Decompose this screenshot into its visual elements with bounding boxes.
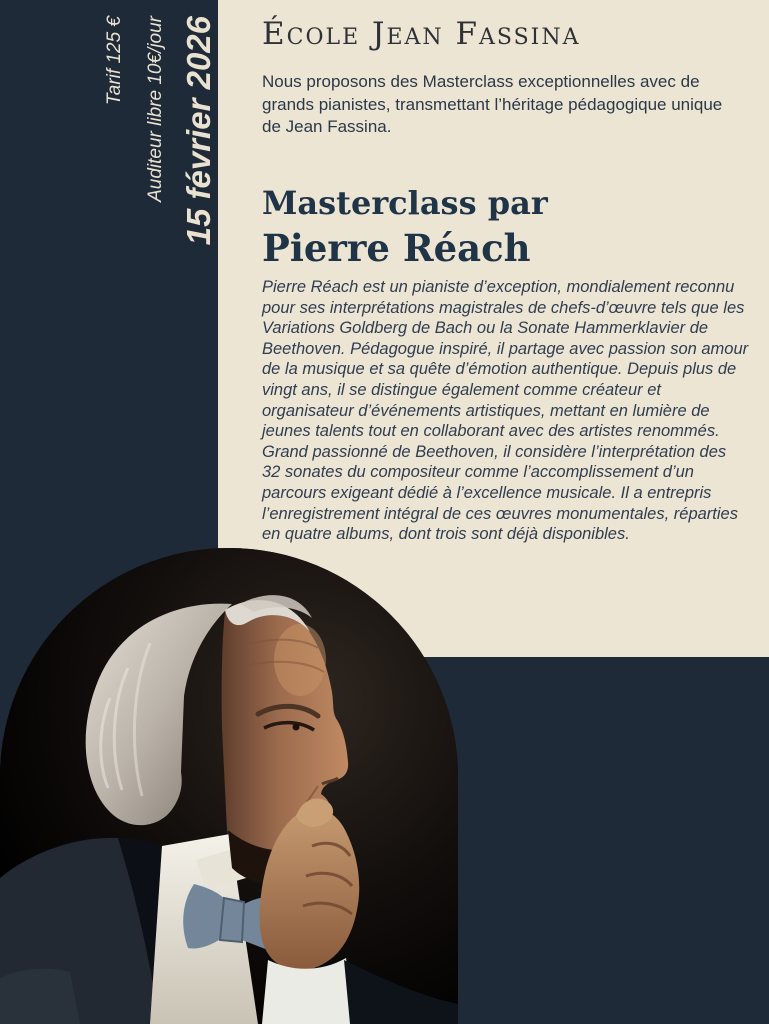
content-panel (218, 0, 769, 657)
pianist-portrait (0, 548, 458, 1024)
pianist-bio: Pierre Réach est un pianiste d’exception, mondialement reconnu pour ses interprétations magistrales de chefs-d’œuvre tels que les Variations Goldberg de Bach ou la Sonate Hammerklavier de Beethoven. Pédagogue inspiré, il partage avec passion son amour de la musique et sa quête d’émotion authentique. Depuis plus de vingt ans, il se distingue également comme créateur et organisateur d’événements artistiques, mettant en lumière de jeunes talents tout en collaborant avec des artistes renommés. Grand passionné de Beethoven, il considère l’interprétation des 32 sonates du compositeur comme l’accomplissement d’un parcours exigeant dédié à l’excellence musicale. Il a entrepris l’enregistrement intégral de ces œuvres monumentales, réparties en quatre albums, dont trois sont déjà disponibles. (262, 278, 749, 544)
masterclass-heading-line2: Pierre Réach (262, 226, 531, 270)
tariff-label: Tarif 125 € (104, 16, 125, 106)
pianist-photo-arch (0, 548, 458, 1024)
auditor-label: Auditeur libre 10€/jour (145, 16, 166, 202)
school-title: École Jean Fassina (262, 16, 581, 52)
school-intro: Nous proposons des Masterclass exceptionnelles avec de grands pianistes, transmettant l’héritage pédagogique unique de Jean Fassina. (262, 72, 723, 136)
event-info-rotated-block (94, 16, 216, 268)
event-date: 15 février 2026 (180, 16, 217, 246)
masterclass-heading (262, 182, 548, 272)
masterclass-heading-line1: Masterclass par (262, 184, 548, 222)
event-info-sidebar (94, 16, 216, 268)
